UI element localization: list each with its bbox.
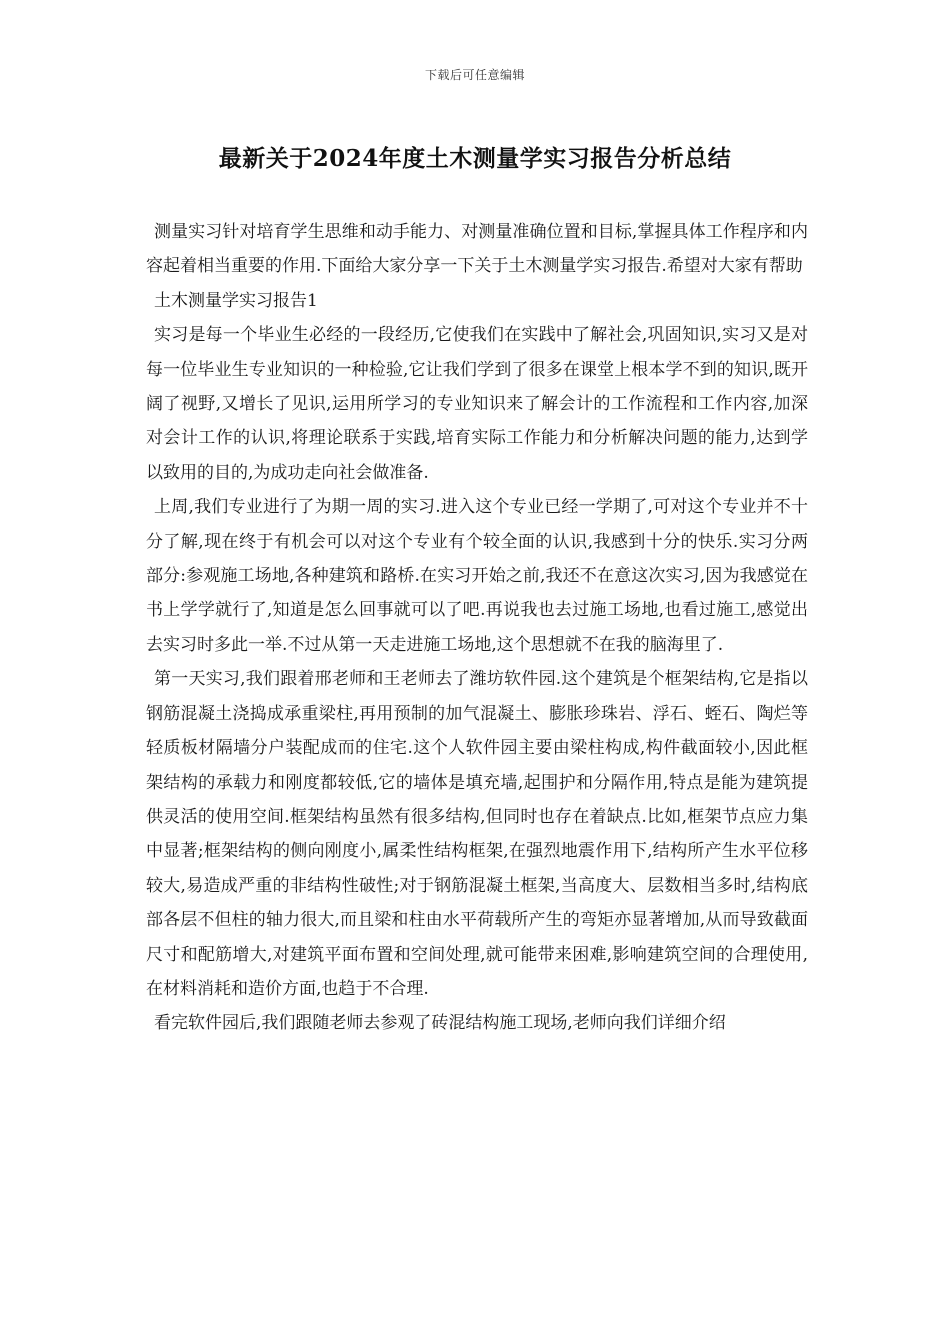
body-paragraph: 上周,我们专业进行了为期一周的实习.进入这个专业已经一学期了,可对这个专业并不十分了解,现在终于有机会可以对这个专业有个较全面的认识,我感到十分的快乐.实习分两部分:参观施工场地,各种建筑和路桥.在实习开始之前,我还不在意这次实习,因为我感觉在书上学学就行了,知道是怎么回事就可以了吧.再说我也去过施工场地,也看过施工,感觉出去实习时多此一举.不过从第一天走进施工场地,这个思想就不在我的脑海里了. [146, 497, 808, 655]
section-heading: 土木测量学实习报告1 [154, 290, 318, 311]
body-paragraph: 看完软件园后,我们跟随老师去参观了砖混结构施工现场,老师向我们详细介绍 [154, 1013, 726, 1034]
document-title: 最新关于2024年度土木测量学实习报告分析总结 [218, 145, 732, 172]
intro-paragraph: 测量实习针对培育学生思维和动手能力、对测量准确位置和目标,掌握具体工作程序和内容起着相当重要的作用.下面给大家分享一下关于土木测量学实习报告.希望对大家有帮助 [146, 222, 808, 277]
body-paragraph: 实习是每一个毕业生必经的一段经历,它使我们在实践中了解社会,巩固知识,实习又是对每一位毕业生专业知识的一种检验,它让我们学到了很多在课堂上根本学不到的知识,既开阔了视野,又增长了见识,运用所学习的专业知识来了解会计的工作流程和工作内容,加深对会计工作的认识,将理论联系于实践,培育实际工作能力和分析解决问题的能力,达到学以致用的目的,为成功走向社会做准备. [146, 325, 808, 483]
body-paragraph: 第一天实习,我们跟着邢老师和王老师去了潍坊软件园.这个建筑是个框架结构,它是指以钢筋混凝土浇捣成承重梁柱,再用预制的加气混凝土、膨胀珍珠岩、浮石、蛭石、陶烂等轻质板材隔墙分户装配成而的住宅.这个人软件园主要由梁柱构成,构件截面较小,因此框架结构的承载力和刚度都较低,它的墙体是填充墙,起围护和分隔作用,特点是能为建筑提供灵活的使用空间.框架结构虽然有很多结构,但同时也存在着缺点.比如,框架节点应力集中显著;框架结构的侧向刚度小,属柔性结构框架,在强烈地震作用下,结构所产生水平位移较大,易造成严重的非结构性破性;对于钢筋混凝土框架,当高度大、层数相当多时,结构底部各层不但柱的轴力很大,而且梁和柱由水平荷载所产生的弯矩亦显著增加,从而导致截面尺寸和配筋增大,对建筑平面布置和空间处理,就可能带来困难,影响建筑空间的合理使用,在材料消耗和造价方面,也趋于不合理. [146, 669, 808, 999]
header-note: 下载后可任意编辑 [424, 68, 525, 82]
document-body [146, 215, 808, 1041]
